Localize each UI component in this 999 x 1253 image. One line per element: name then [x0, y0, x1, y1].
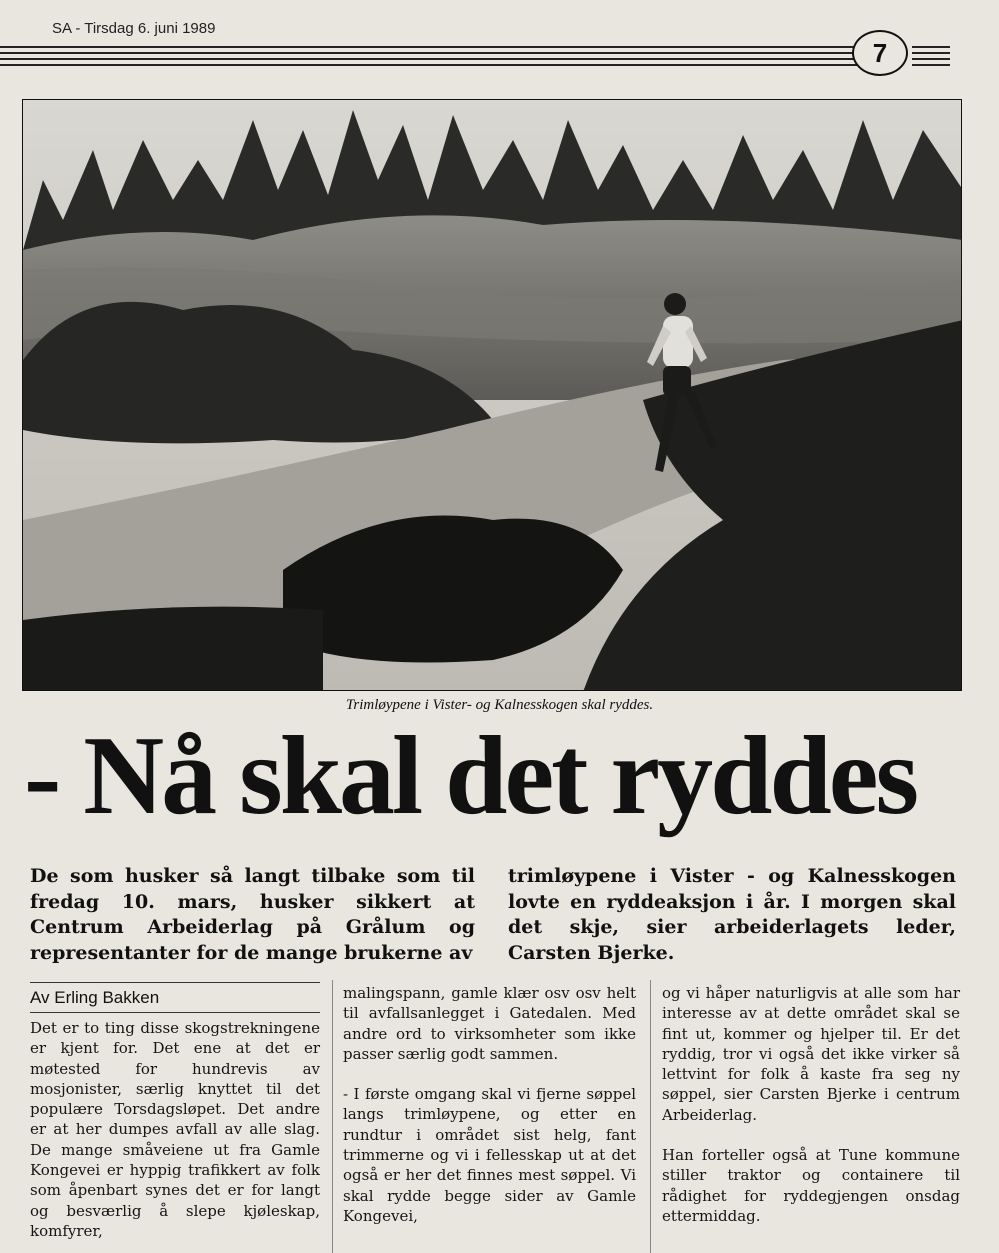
column-divider [332, 980, 333, 1253]
body-paragraph: Det er to ting disse skogstrekningene er kjent for. Det ene at det er møtested for hundrevis av mosjonister, særlig knyttet til det populære Torsdagsløpet. Det andre er at her dumpes avfall av alle slag. De mange småveiene ut fra Gamle Kongevei er hyppig trafikkert av folk som åpenbart synes det er for langt og besværlig å slepe kjøleskap, komfyrer, [30, 1019, 320, 1240]
byline: Av Erling Bakken [30, 988, 160, 1007]
body-column-3 [662, 983, 960, 1246]
lead-paragraph-right: trimløypene i Vister - og Kalnesskogen lovte en ryddeaksjon i år. I morgen skal det skje, sier arbeiderlagets leder, Carsten Bjerke. [508, 865, 956, 964]
body-paragraph: malingspann, gamle klær osv osv helt til avfallsanlegget i Gatedalen. Med andre ord to virksomheter som ikke passer særlig godt sammen. [343, 984, 636, 1063]
byline-rule-bottom [30, 1012, 320, 1013]
byline-rule-top [30, 982, 320, 983]
forest-runner-photo [23, 100, 962, 691]
body-paragraph: og vi håper naturligvis at alle som har interesse av at dette området skal se fint ut, kommer og hjelper til. Er det ryddig, tror vi også det ikke virker så lettvint for folk å kaste fra seg ny søppel, sier Carsten Bjerke i centrum Arbeiderlag. [662, 984, 960, 1124]
page-number: 7 [852, 30, 908, 76]
header-rule [0, 46, 862, 70]
body-column-2 [343, 983, 636, 1246]
lead-paragraph-left: De som husker så langt tilbake som til fredag 10. mars, husker sikkert at Centrum Arbeiderlag på Grålum og representanter for de mange brukerne av [30, 865, 475, 964]
dateline: SA - Tirsdag 6. juni 1989 [52, 20, 216, 37]
body-paragraph: - I første omgang skal vi fjerne søppel langs trimløypene, og etter en rundtur i området sist helg, fant trimmerne og vi i fellesskap ut at det også er her det finnes mest søppel. Vi skal rydde begge sider av Gamle Kongevei, [343, 1085, 636, 1225]
column-divider [650, 980, 651, 1253]
body-column-1 [30, 1018, 320, 1253]
photo-caption: Trimløypene i Vister- og Kalnesskogen skal ryddes. [345, 697, 654, 713]
header-rule-right [912, 46, 950, 70]
body-paragraph: Han forteller også at Tune kommune stiller traktor og containere til rådighet for ryddegjengen onsdag ettermiddag. [662, 1146, 960, 1225]
article-headline: - Nå skal det ryddes [24, 714, 917, 838]
article-photo [22, 99, 962, 691]
